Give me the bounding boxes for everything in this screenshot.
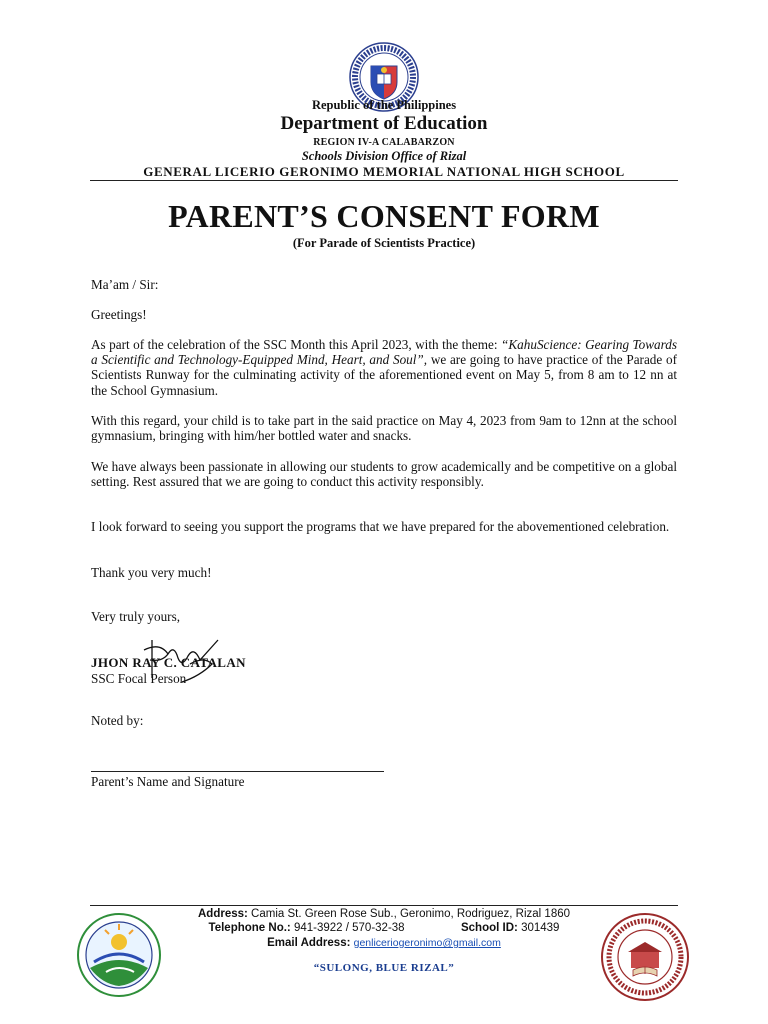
school-id-value: 301439 (521, 922, 560, 934)
signer-role: SSC Focal Person (91, 671, 187, 686)
department-title: Department of Education (280, 113, 488, 134)
paragraph-2: With this regard, your child is to take part in the said practice on May 4, 2023 from 9am to 12nn at the school gymnasium, bringing with him/her bottled water and snacks. (91, 413, 677, 444)
paragraph-3: We have always been passionate in allowing our students to grow academically and be competitive on a global setting. Rest assured that we are going to conduct this activity responsibly. (91, 459, 677, 490)
paragraph-1-intro: As part of the celebration of the SSC Month this April 2023, with the theme: (91, 337, 502, 352)
salutation: Ma’am / Sir: (91, 277, 159, 292)
header-divider (90, 180, 678, 181)
parent-signature-label: Parent’s Name and Signature (91, 774, 245, 789)
theme-text: “KahuScience: Gearing Towards a Scientific and Technology-Equipped Mind, Heart, and Soul”, (91, 337, 678, 368)
form-title: PARENT’S CONSENT FORM (168, 198, 600, 234)
greeting: Greetings! (91, 307, 147, 322)
school-motto: “SULONG, BLUE RIZAL” (313, 962, 455, 974)
address-line (150, 908, 618, 920)
school-id-label: School ID: (460, 922, 518, 934)
paragraph-4: I look forward to seeing you support the programs that we have prepared for the abovementioned celebration. (91, 519, 670, 534)
email-label: Email Address: (267, 937, 351, 949)
school-seal-logo (600, 912, 690, 1002)
paragraph-1-rest: we are going to have practice of the Parade of Scientists Runway for the culminating activity of the aforementioned event on May 5, from 8 am to 12 nn at the School Gymnasium. (91, 352, 677, 398)
telephone-label: Telephone No.: (208, 922, 291, 934)
form-subtitle: (For Parade of Scientists Practice) (292, 236, 476, 250)
parent-signature-line (91, 771, 384, 772)
telephone-value: 941-3922 / 570-32-38 (293, 922, 405, 934)
thanks-line: Thank you very much! (91, 565, 212, 580)
noted-by-label: Noted by: (91, 713, 144, 728)
division-line: Schools Division Office of Rizal (301, 149, 467, 163)
closing-line: Very truly yours, (91, 609, 181, 624)
republic-line: Republic of the Philippines (311, 98, 457, 112)
address-label: Address: (197, 908, 248, 920)
email-link[interactable]: genliceriogeronimo@gmail.com (353, 937, 501, 949)
region-line: REGION IV-A CALABARZON (313, 137, 455, 148)
address-value: Camia St. Green Rose Sub., Geronimo, Rodriguez, Rizal 1860 (251, 908, 571, 920)
email-line (150, 937, 618, 949)
contact-line (150, 922, 618, 934)
school-name: GENERAL LICERIO GERONIMO MEMORIAL NATIONAL HIGH SCHOOL (143, 164, 625, 179)
footer-divider (90, 905, 678, 906)
paragraph-1 (91, 337, 677, 398)
signer-name: JHON RAY C. CATALAN (91, 655, 246, 670)
